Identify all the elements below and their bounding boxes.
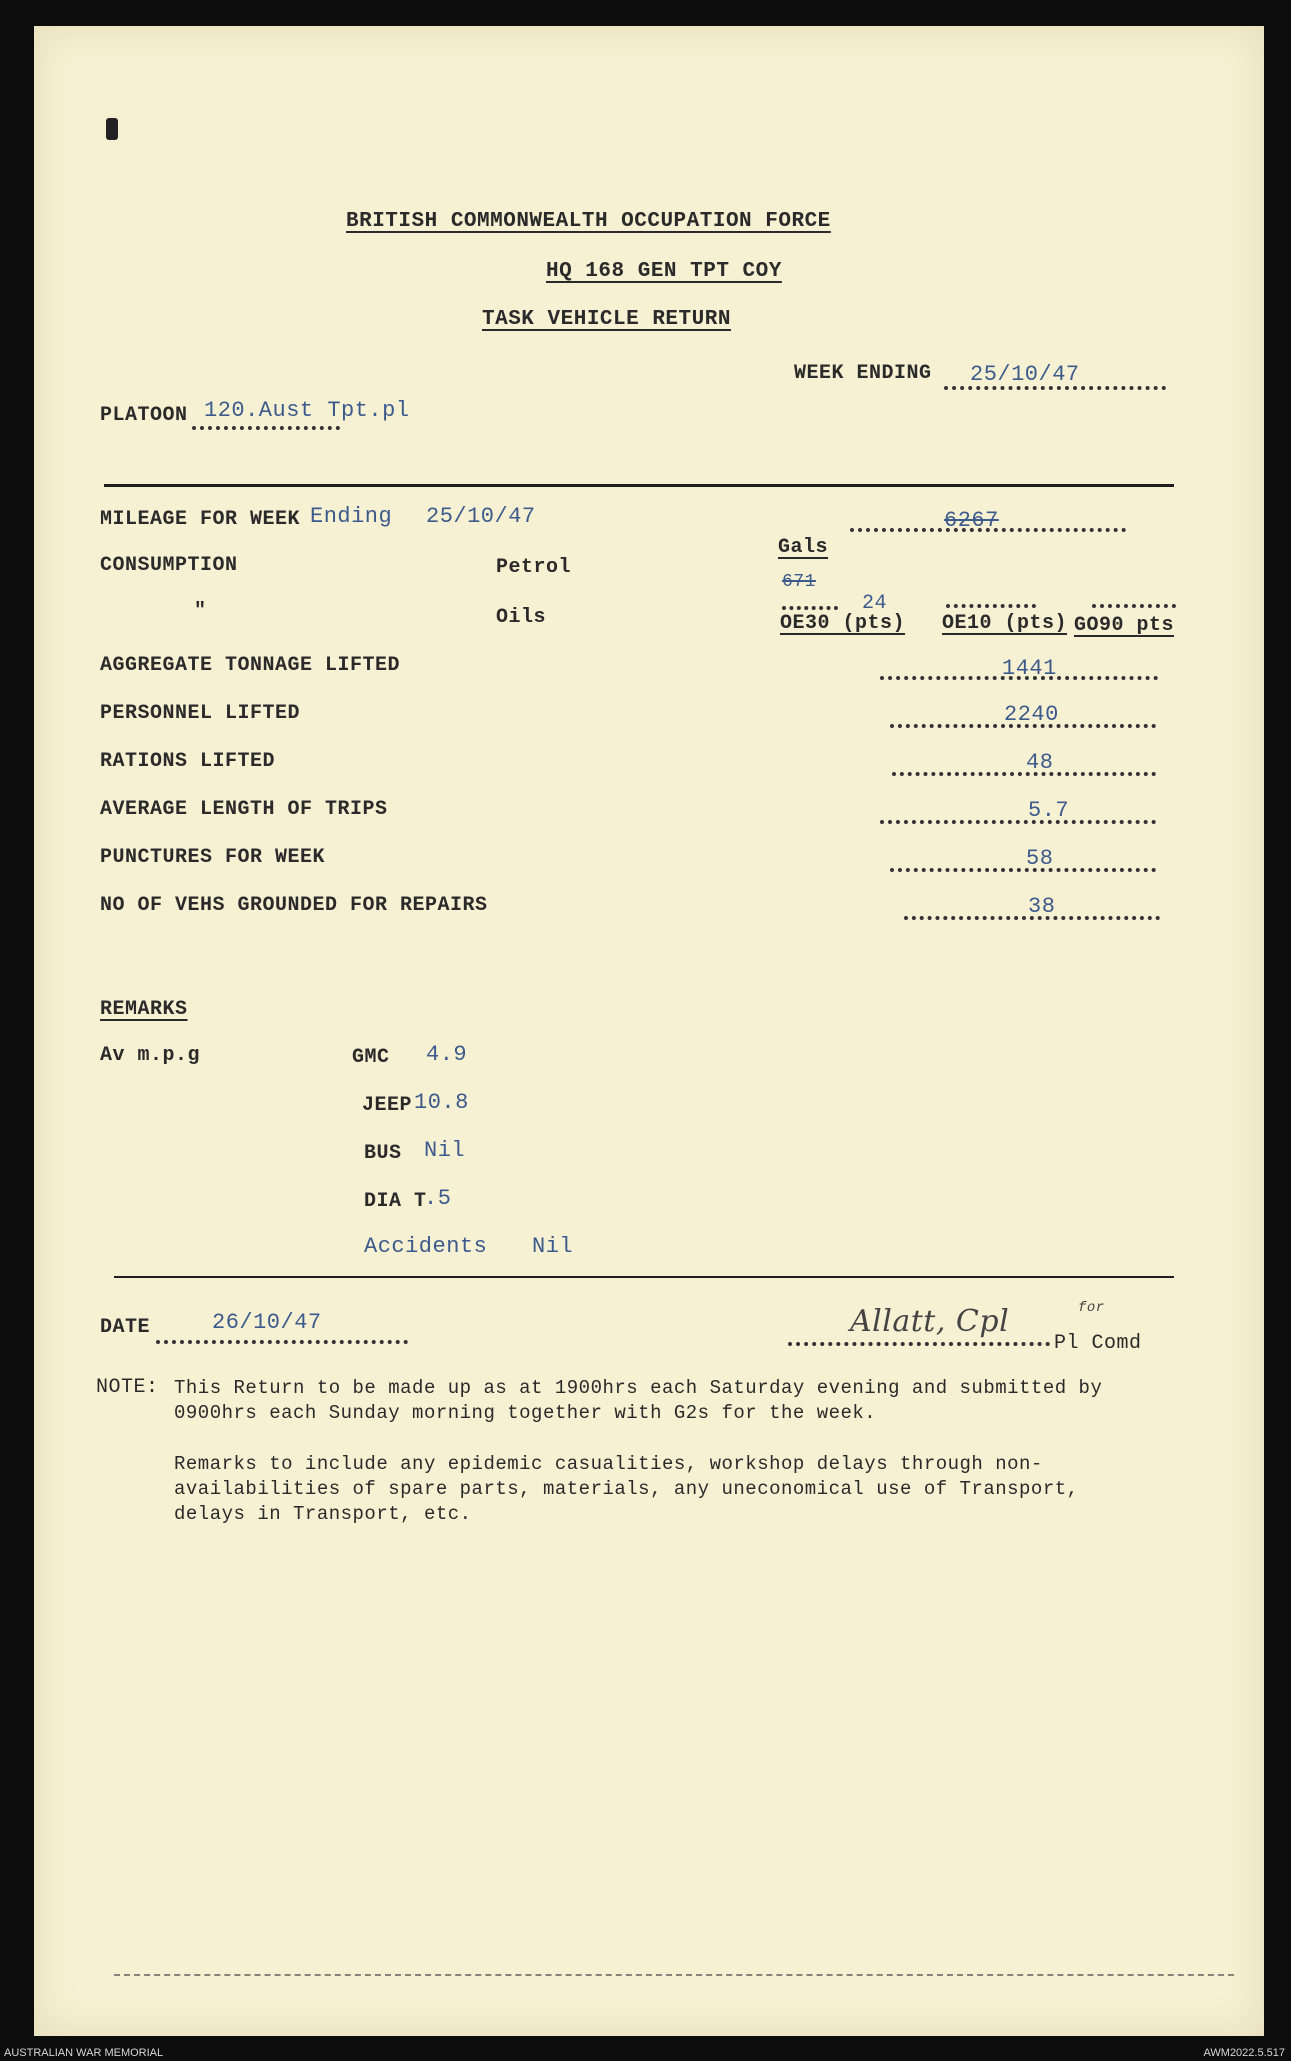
remarks-value-gmc: 4.9 (426, 1042, 468, 1067)
oils-label: Oils (496, 606, 547, 629)
date-label: DATE (100, 1316, 151, 1339)
unit-title: HQ 168 GEN TPT COY (546, 260, 782, 283)
remarks-vehicle-dia-t: DIA T (364, 1190, 427, 1213)
accidents-value: Nil (532, 1234, 574, 1259)
dotted-line (890, 868, 1156, 872)
stat-value-punctures: 58 (1026, 846, 1054, 871)
oe10-label: OE10 (pts) (942, 612, 1068, 635)
consumption-label: CONSUMPTION (100, 554, 238, 577)
stat-value-trip-length: 5.7 (1028, 798, 1070, 823)
mileage-date: 25/10/47 (426, 504, 536, 529)
note-text-2: Remarks to include any epidemic casualities, workshop delays through non-availabilities of spare parts, materials, any uneconomical use of Transport, delays in Transport, etc. (174, 1453, 1079, 1525)
stat-label-rations: RATIONS LIFTED (100, 750, 276, 773)
dotted-line (156, 1340, 408, 1344)
dotted-line (1092, 604, 1176, 608)
org-title: BRITISH COMMONWEALTH OCCUPATION FORCE (346, 210, 831, 233)
remarks-vehicle-bus: BUS (364, 1142, 402, 1165)
dotted-line (192, 426, 340, 430)
oe30-label: OE30 (pts) (780, 612, 906, 635)
remarks-vehicle-gmc: GMC (352, 1046, 390, 1069)
signature: Allatt, Cpl (850, 1304, 1010, 1339)
dotted-line (782, 606, 838, 610)
signature-role: Pl Comd (1054, 1332, 1142, 1355)
avg-mpg-label: Av m.p.g (100, 1044, 201, 1067)
punch-mark (106, 118, 118, 140)
ditto-mark: " (194, 600, 207, 623)
stat-label-grounded: NO OF VEHS GROUNDED FOR REPAIRS (100, 894, 488, 917)
stat-value-rations: 48 (1026, 750, 1054, 775)
platoon-label: PLATOON (100, 404, 188, 427)
divider-bottom (114, 1276, 1174, 1278)
remarks-value-jeep: 10.8 (414, 1090, 469, 1115)
petrol-value: 671 (782, 572, 816, 592)
stat-label-tonnage: AGGREGATE TONNAGE LIFTED (100, 654, 401, 677)
accidents-label: Accidents (364, 1234, 488, 1259)
dotted-line (892, 772, 1156, 776)
footer-left: AUSTRALIAN WAR MEMORIAL (4, 2047, 164, 2059)
date-value: 26/10/47 (212, 1310, 322, 1335)
dotted-line (880, 820, 1156, 824)
dotted-line (788, 1342, 1050, 1346)
week-ending-value: 25/10/47 (970, 362, 1080, 387)
petrol-label: Petrol (496, 556, 572, 579)
oe30-value: 24 (862, 592, 888, 615)
bottom-mark (114, 1974, 1234, 1976)
go90-label: GO90 pts (1074, 614, 1175, 637)
remarks-value-dia-t: .5 (424, 1186, 452, 1211)
remarks-heading: REMARKS (100, 998, 188, 1021)
stat-label-trip-length: AVERAGE LENGTH OF TRIPS (100, 798, 388, 821)
form-title: TASK VEHICLE RETURN (482, 308, 731, 331)
stat-value-personnel: 2240 (1004, 702, 1059, 727)
mileage-ending-label: Ending (310, 504, 393, 529)
signature-for: for (1078, 1300, 1105, 1316)
dotted-line (946, 604, 1036, 608)
note-text-1: This Return to be made up as at 1900hrs each Saturday evening and submitted by 0900hrs each Sunday morning together with G2s for the week. (174, 1377, 1103, 1424)
mileage-label: MILEAGE FOR WEEK (100, 508, 301, 531)
gals-label: Gals (778, 536, 829, 559)
remarks-vehicle-jeep: JEEP (362, 1094, 413, 1117)
note-label: NOTE: (96, 1376, 159, 1399)
divider-top (104, 484, 1174, 487)
mileage-value: 6267 (944, 508, 999, 533)
document-page (34, 26, 1264, 2036)
stat-value-tonnage: 1441 (1002, 656, 1057, 681)
footer-right: AWM2022.5.517 (1203, 2047, 1285, 2059)
remarks-value-bus: Nil (424, 1138, 466, 1163)
stat-value-grounded: 38 (1028, 894, 1056, 919)
week-ending-label: WEEK ENDING (794, 362, 932, 385)
platoon-value: 120.Aust Tpt.pl (204, 398, 410, 423)
stat-label-personnel: PERSONNEL LIFTED (100, 702, 301, 725)
stat-label-punctures: PUNCTURES FOR WEEK (100, 846, 326, 869)
